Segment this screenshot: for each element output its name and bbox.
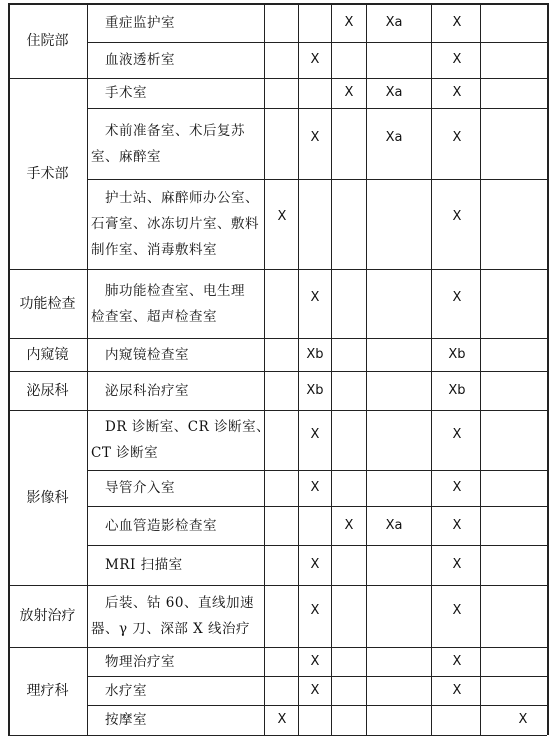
grid-hline-row: [87, 179, 547, 180]
grid-vline: [87, 3, 88, 735]
grid-hline-row: [87, 108, 547, 109]
room-name: 心血管造影检查室: [105, 517, 217, 534]
mark-cell: X: [310, 682, 320, 698]
mark-cell: X: [452, 517, 462, 533]
grid-vline: [264, 3, 265, 735]
mark-cell: X: [344, 517, 354, 533]
mark-cell: X: [452, 208, 462, 224]
room-name: 内窥镜检查室: [105, 346, 189, 363]
room-name: 石膏室、冰冻切片室、敷料: [91, 216, 259, 232]
mark-cell: Xb: [448, 382, 466, 398]
grid-hline-department: [8, 585, 547, 586]
grid-hline-department: [8, 269, 547, 270]
room-name: 后装、钴 60、直线加速: [105, 595, 254, 611]
mark-cell: Xa: [385, 129, 403, 145]
grid-vline: [298, 3, 299, 735]
room-name: 肺功能检查室、电生理: [105, 282, 245, 299]
grid-hline-row: [87, 42, 547, 43]
grid-hline-row: [87, 506, 547, 507]
mark-cell: Xa: [385, 14, 403, 30]
mark-cell: X: [452, 480, 462, 495]
mark-cell: X: [344, 85, 354, 100]
grid-hline-department: [8, 371, 547, 372]
mark-cell: X: [452, 289, 462, 305]
department-label: 功能检查: [19, 295, 76, 312]
grid-hline-row: [87, 676, 547, 677]
mark-cell: X: [310, 480, 320, 495]
mark-cell: X: [344, 14, 354, 30]
room-name: 手术室: [105, 85, 147, 101]
department-label: 影像科: [26, 489, 69, 506]
mark-cell: X: [452, 52, 462, 67]
department-label: 住院部: [26, 32, 69, 49]
mark-cell: X: [310, 289, 320, 305]
mark-cell: X: [310, 129, 320, 145]
room-name: 按摩室: [105, 712, 147, 728]
department-label: 泌尿科: [26, 382, 69, 399]
mark-cell: Xb: [448, 346, 466, 362]
mark-cell: X: [310, 427, 320, 443]
grid-hline-row: [87, 470, 547, 471]
grid-vline: [547, 3, 549, 735]
room-name: 制作室、消毒敷料室: [91, 242, 217, 258]
mark-cell: X: [310, 557, 320, 572]
room-name: 水疗室: [105, 682, 147, 699]
grid-hline-department: [8, 338, 547, 339]
grid-hline-department: [8, 78, 547, 79]
mark-cell: Xa: [385, 517, 403, 533]
mark-cell: X: [452, 85, 462, 100]
mark-cell: X: [452, 653, 462, 669]
grid-vline: [480, 3, 481, 735]
room-name: 导管介入室: [105, 480, 175, 496]
mark-cell: Xb: [306, 346, 324, 362]
mark-cell: X: [518, 712, 528, 727]
grid-hline-row: [87, 545, 547, 546]
mark-cell: X: [310, 653, 320, 669]
mark-cell: X: [452, 603, 462, 619]
grid-vline: [431, 3, 432, 735]
room-name: 术前准备室、术后复苏: [105, 122, 245, 139]
department-label: 手术部: [26, 165, 69, 182]
department-label: 理疗科: [26, 683, 69, 699]
grid-hline-department: [8, 647, 547, 648]
room-name: 重症监护室: [105, 14, 175, 31]
mark-cell: Xa: [385, 85, 403, 100]
room-name: 泌尿科治疗室: [105, 382, 189, 399]
mark-cell: X: [452, 129, 462, 145]
grid-vline: [331, 3, 332, 735]
mark-cell: X: [452, 557, 462, 572]
room-name: 室、麻醉室: [91, 148, 161, 165]
room-name: 护士站、麻醉师办公室、: [105, 190, 259, 206]
room-name: 器、γ 刀、深部 X 线治疗: [91, 621, 251, 637]
mark-cell: X: [310, 603, 320, 619]
room-name: CT 诊断室: [91, 445, 159, 461]
mark-cell: X: [277, 208, 287, 224]
mark-cell: Xb: [306, 382, 324, 398]
grid-hline-department: [8, 735, 547, 736]
room-name: MRI 扫描室: [105, 557, 183, 573]
mark-cell: X: [452, 682, 462, 698]
grid-hline-department: [8, 410, 547, 411]
mark-cell: X: [452, 427, 462, 443]
grid-vline: [366, 3, 367, 735]
room-name: DR 诊断室、CR 诊断室、: [105, 419, 271, 435]
room-name: 检查室、超声检查室: [91, 308, 217, 325]
grid-hline-row: [87, 705, 547, 706]
department-label: 放射治疗: [19, 608, 76, 624]
mark-cell: X: [310, 52, 320, 67]
department-label: 内窥镜: [26, 346, 69, 363]
room-name: 血液透析室: [105, 52, 175, 68]
mark-cell: X: [452, 14, 462, 30]
room-name: 物理治疗室: [105, 653, 175, 670]
grid-hline-top: [8, 3, 547, 5]
mark-cell: X: [277, 712, 287, 727]
